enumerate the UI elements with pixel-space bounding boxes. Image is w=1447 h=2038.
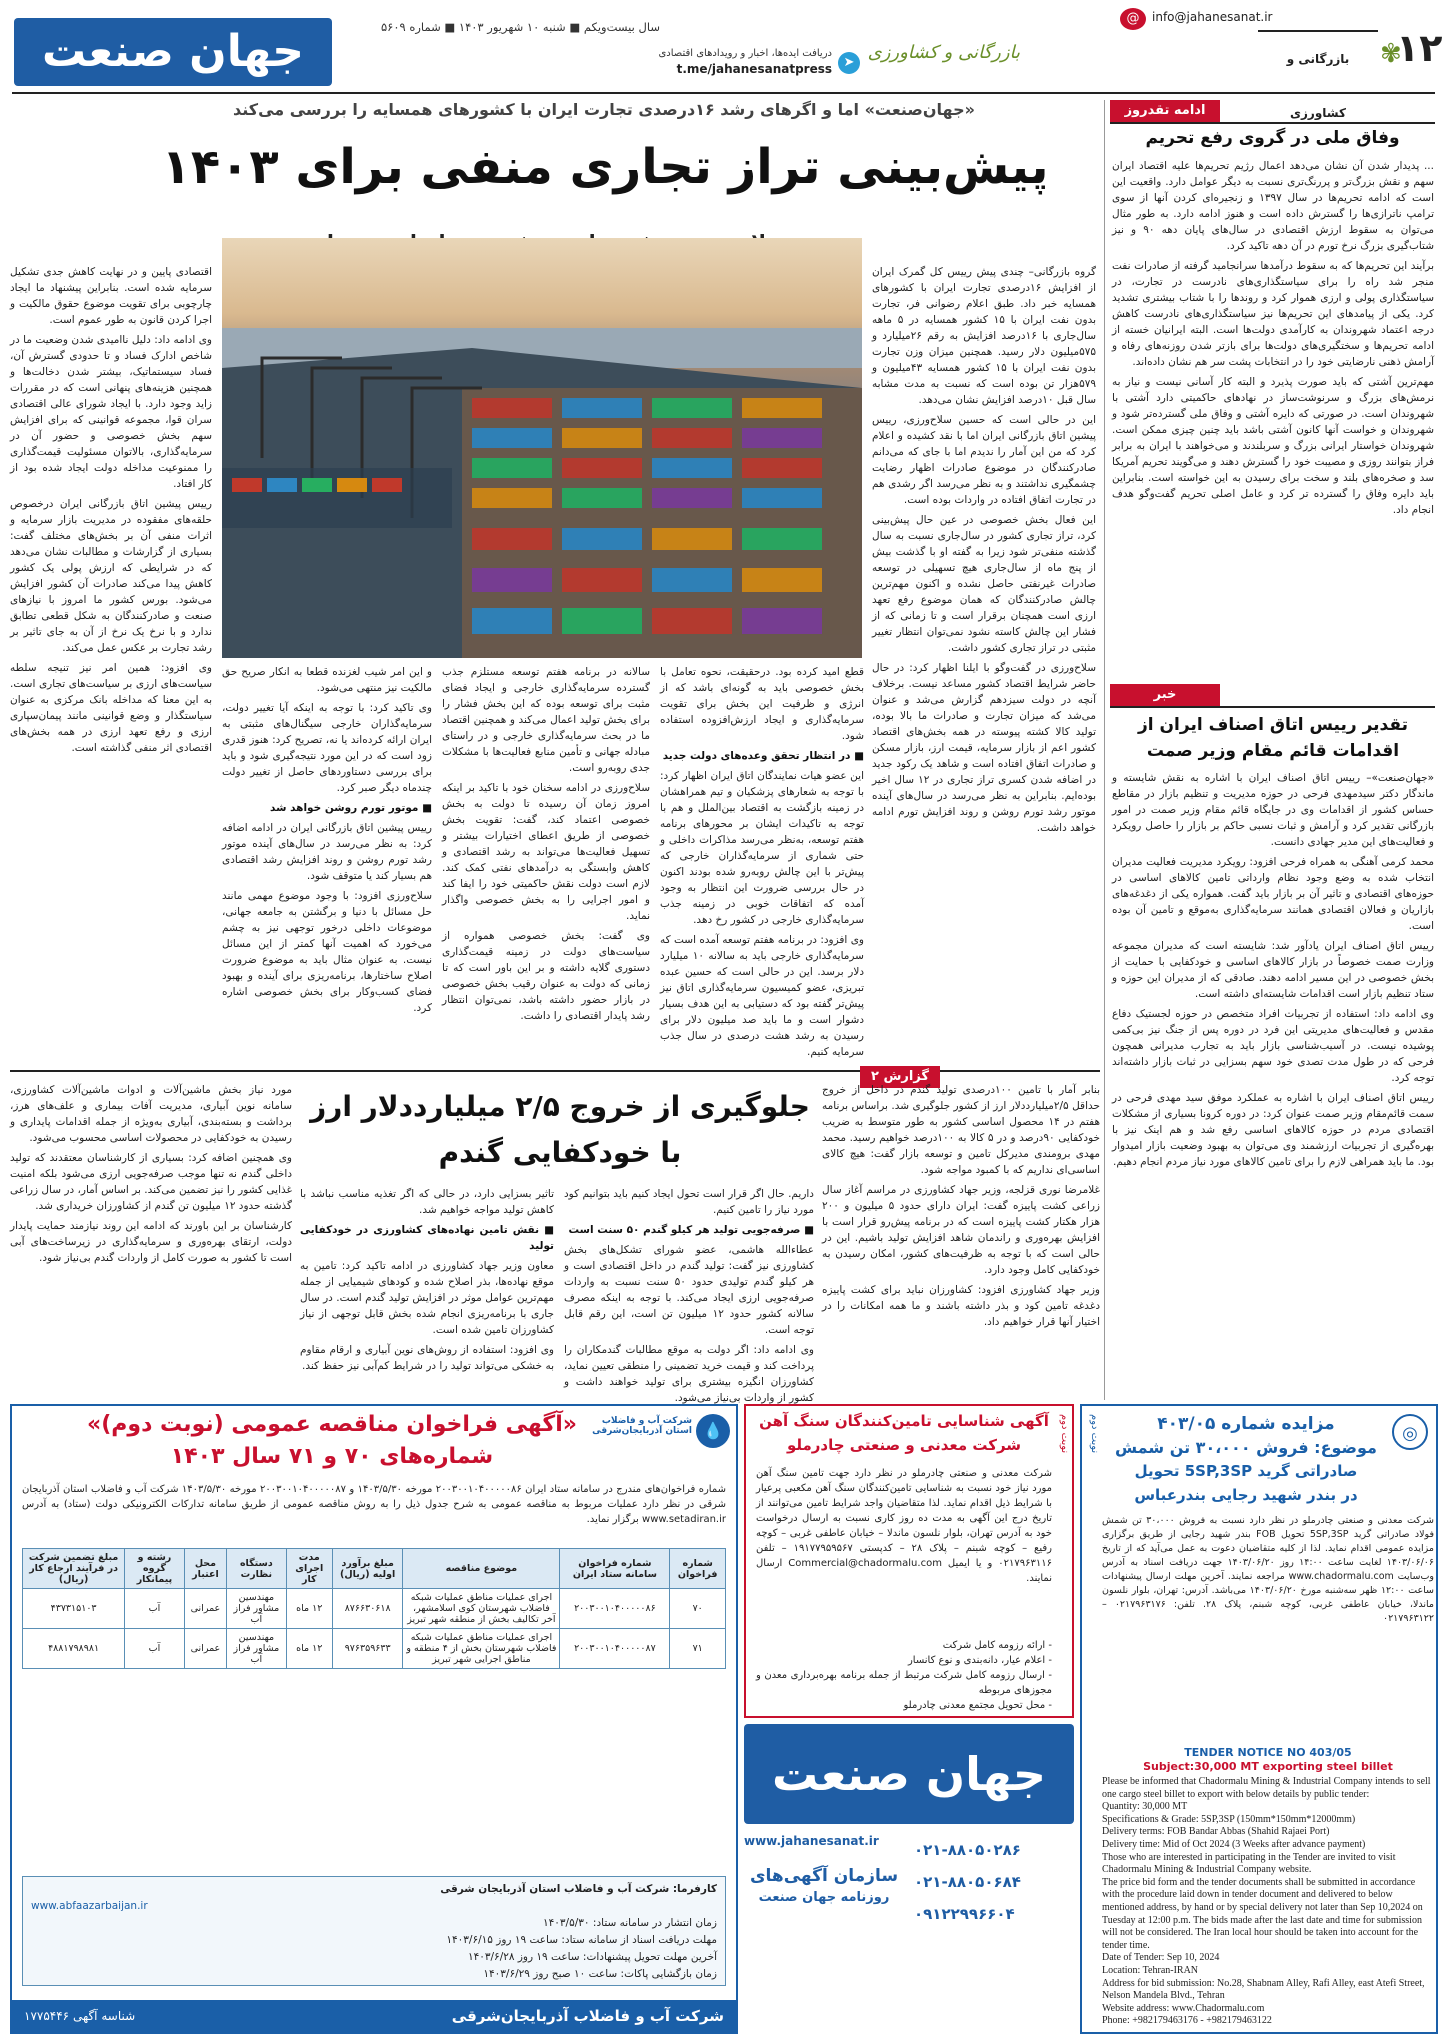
water-th: مبلغ تضمین شرکت در فرآیند ارجاع کار (ریال) (23, 1549, 125, 1589)
main-col-1 (872, 264, 1096, 964)
water-table (22, 1548, 726, 1669)
water-td: ۷۱ (670, 1629, 726, 1669)
main-col4-p2: وی تاکید کرد: با توجه به اینکه آیا تغییر دولت، سرمایه‌گذاران خارجی سیگنال‌های مثبتی به ایران ارائه کرده‌اند یا نه، تصریح کرد: هنوز قدری زود است که در این مورد نتیجه‌گیری شود و باید برای بررسی دستاوردهای حاصل از تغییر دولت چندماه دیگر صبر کرد. (222, 702, 432, 794)
water-td: آب (125, 1589, 185, 1629)
article1-p2: برآیند این تحریم‌ها که به سقوط درآمدها سرانجامید گرفته از صادرات نفت منجر شد راه را برای سیاستگذاری‌های نادرست در تجارت، در سیاستگذاری پولی و ارزی هموار کرد و روندها را با شتاب بیشتری تشدید کرد. یکی از پیامدهای این تحریم‌ها نیز سیاستگذاری‌های نادرست کاهش درجه اعتماد شهروندان به کارآمدی دولت‌ها است. البته ایرانیان خسته از ادامه تحریم‌ها و سختگیری‌های دولت‌ها برای بازتر شدن روزنه‌های رفاه و آرامش ذهنی نارضایتی خود را در انتخابات پشت سر هم نشان داده‌اند. (1112, 260, 1434, 368)
continued-tab: ادامه تقدروز (1110, 100, 1220, 122)
report2-cm-p1: داریم. حال اگر قرار است تحول ایجاد کنیم باید بتوانیم کود مورد نیاز را تامین کنیم. (564, 1188, 814, 1216)
news-p5: رییس اتاق اصناف ایران با اشاره به عملکرد موفق سید مهدی فرحی در سمت قائم‌مقام وزیر صمت عنوان کرد: در دوره کرونا بسیاری از مشکلات اقتصادی مردم در حوزه کالاهای اساسی رفع شد و هم اینک نیز با بهره‌گیری از تجربیات ارزشمند وی می‌توان به بهبود وضعیت بازار امیدوار بود. ما باید همراهی لازم را برای تامین کالاهای مورد نیاز مردم انجام دهیم. (1112, 1092, 1434, 1168)
tender-en-line: Specifications & Grade: 5SP,3SP (150mm*150mm*12000mm) (1102, 1813, 1356, 1825)
right-top-rule (1110, 122, 1435, 124)
water-td: ۲۰۰۳۰۰۱۰۴۰۰۰۰۰۸۷ (560, 1629, 670, 1669)
main-col5-p4: وی افزود: همین امر نیز تنیجه سلطه سیاست‌های ارزی بر سیاست‌های تجاری است. به این معنا که مداخله بانک مرکزی به عنوان سیاستگذار و وضع قوانینی مانند پیمان‌سپاری ارزی و رفع تعهد ارزی در همه بخش‌های اقتصادی اثر منفی گذاشته است. (10, 662, 212, 754)
report2-cm-subhead: ■ صرفه‌جویی تولید هر کیلو گندم ۵۰ سنت است (568, 1224, 814, 1236)
section-name: بازرگانی و کشاورزی (867, 42, 1020, 63)
tender-en-line: Location: Tehran-IRAN (1102, 1964, 1199, 1976)
email-icon: @ (1120, 8, 1146, 30)
jahan-ad-logo-box (744, 1724, 1074, 1824)
iron-ore-ad (744, 1404, 1074, 1718)
water-footer-line: کارفرما: شرکت آب و فاضلاب استان آذربایجان شرقی (440, 1883, 717, 1895)
water-td: ۹۷۶۳۵۹۶۳۳ (332, 1629, 402, 1669)
tender-en-line: Website address: www.Chadormalu.com (1102, 2002, 1265, 2014)
news-body (1112, 770, 1434, 1390)
main-col2-p2: این عضو هیات نمایندگان اتاق ایران اظهار کرد: با توجه به شعارهای پزشکیان و تیم همراهشان در زمینه بازگشت به اقتصاد بین‌الملل و هم با توجه به تاکیدات ایشان بر محورهای برنامه هفتم توسعه، به‌نظر می‌رسد مذاکرات داخلی و حتی شماری از سرمایه‌گذاران خارجی که پیش‌تر با این چالش روبه‌رو شده بودند اکنون در حال بررسی ضرورت این انتظار به وجود آمده که اتفاقات خوبی در زمینه جذب سرمایه‌گذاری خارجی در کشور رخ دهد. (660, 770, 864, 926)
main-col1-p2: این در حالی است که حسین سلاح‌ورزی، رییس پیشین اتاق بازرگانی ایران اما با نقد کشیده و اعلام کرد که من این آمار را ندیدم اما با جای که می‌دانم صادرکنندگان در موضوع صادرات اظهار رضایت چشمگیری نداشتند و به نظر می‌رسد اگر رشدی هم در تجارت اتفاق افتاده در واردات بوده است. (872, 414, 1096, 506)
wheat-icon: ✾ (1380, 39, 1402, 69)
water-td: اجرای عملیات مناطق عملیات شبکه فاضلاب شهرستان کوی اسلامشهر، آخر تکالیف بخش از منطقه شهر تبریز (403, 1589, 560, 1629)
water-td: ۱۲ ماه (286, 1589, 332, 1629)
water-td: اجرای عملیات مناطق عملیات شبکه فاضلاب شهرستان بخش از ۴ منطقه و مناطق اجرایی شهر تبریز (403, 1629, 560, 1669)
telegram-text: دریافت ایده‌ها، اخبار و رویدادهای اقتصادی (658, 48, 832, 59)
iron-ad-item: - اعلام عیار، دانه‌بندی و نوع کانسار (907, 1655, 1052, 1666)
water-th: مبلغ برآورد اولیه (ریال) (332, 1549, 402, 1589)
report2-clm-p3: وی افزود: استفاده از روش‌های نوین آبیاری و ارقام مقاوم به خشکی می‌تواند تولید را در شرایط کم‌آبی نیز حفظ کند. (300, 1344, 554, 1372)
water-org: شرکت آب و فاضلاب استان آذربایجان‌شرقی (592, 1416, 692, 1436)
report2-clm-p1: تاثیر بسزایی دارد، در حالی که اگر تغذیه مناسب نباشد با کاهش تولید مواجه خواهیم شد. (300, 1188, 554, 1216)
port-photo-art (222, 238, 862, 658)
tender-title-4: در بندر شهید رجایی بندرعباس (1134, 1486, 1358, 1504)
water-td: ۱۲ ماه (286, 1629, 332, 1669)
main-col1-p3: این فعال بخش خصوصی در عین حال پیش‌بینی کرد، تراز تجاری کشور در سال‌جاری نسبت به سال گذشته منفی‌تر شود زیرا به گفته او با گذشت بیش از پنج ماه از سال‌جاری هیچ تسهیلی در توسعه صادرات غیرنفتی حاصل نشده و اکنون مهم‌ترین چالش صادرکنندگان که همان موضوع رفع تعهد ارزی است همچنان برقرار است و تا زمانی که از فشار این چالش کاسته نشود نمی‌توان انتظار تغییر مثبتی در تراز تجاری کشور داشت. (872, 514, 1096, 654)
report2-cm-p3: وی ادامه داد: اگر دولت به موقع مطالبات گندمکاران را پرداخت کند و قیمت خرید تضمینی را منطقی تعیین نماید، کشاورزان انگیزه بیشتری برای تولید خواهند داشت و کشور از واردات بی‌نیاز می‌شود. (564, 1344, 814, 1404)
tender-en-line: Delivery time: Mid of Oct 2024 (3 Weeks after advance payment) (1102, 1838, 1366, 1850)
tender-en-line: The price bid form and the tender documents shall be submitted in accordance with the procedure laid down in tender document and delivered to below mentioned address, by hand or by special delivery not later than Sep 10,2024 on Tuesday at 12:00 p.m. The bids made after the last date and time for submission will not be considered. The Iran local hour should be taken into account for the tender time. (1102, 1876, 1423, 1951)
water-th: رشته و گروه پیمانکار (125, 1549, 185, 1589)
news-title: تقدیر رییس اتاق اصناف ایران از اقدامات قائم مقام وزیر صمت (1138, 715, 1408, 761)
tender-title-3: صادراتی گرید 5SP,3SP تحویل (1134, 1462, 1358, 1480)
tender-en-title: TENDER NOTICE NO 403/05 (1184, 1746, 1352, 1759)
tender-ad (1080, 1404, 1438, 2034)
news-p4: وی ادامه داد: استفاده از تجربیات افراد متخصص در حوزه لجستیک دفاع مقدس و فعالیت‌های مدیریتی این فرد در دوره پس از جنگ نیز بی‌کمی پوشیده نیست. در آسیب‌شناسی بازار باید به تجارب مدیرانی همچون فرحی که در طول مدت تصدی خود سهم بسزایی در ثبات بازار داشته‌اند توجه کرد. (1112, 1008, 1434, 1084)
iron-ad-items (756, 1638, 1052, 1716)
main-col5-p1: اقتصادی پایین و در نهایت کاهش جدی تشکیل سرمایه شده است. بنابراین پیشنهاد ما ایجاد چارچوبی برای تقویت موضوع حقوق مالکیت و اجرا کردن قانون به طور عموم است. (10, 266, 212, 326)
water-bottom-org: شرکت آب و فاضلاب آذربایجان‌شرقی (451, 2007, 724, 2025)
water-title: «آگهی فراخوان مناقصه عمومی (نوبت دوم)» (87, 1412, 577, 1437)
main-col1-p1: گروه بازرگانی– چندی پیش رییس کل گمرک ایران از افزایش ۱۶درصدی تجارت ایران با کشورهای همسایه خبر داد. طبق اعلام رضوانی فر، تجارت بدون نفت ایران با ۱۵ کشور همسایه در ۵ ماهه سال‌جاری با ۱۶درصد افزایش به رقم ۲۶میلیارد و ۵۷۵میلیون دلار رسید. همچنین میزان وزن تجارت بدون نفت ایران با ۱۵ کشور همسایه ۴۳میلیون و ۵۷۹هزار تن بوده است که نسبت به مدت مشابه سال قبل ۱۰درصد افزایش نشان می‌دهد. (872, 266, 1097, 406)
masthead-logo: جهان صنعت (41, 26, 305, 77)
jahan-ad-phone[interactable]: ۰۲۱-۸۸۰۵۰۲۸۶ (914, 1841, 1021, 1859)
article1-p3: مهم‌ترین آشتی که باید صورت پذیرد و البته کار آسانی نیست و نیاز به نرمش‌های بزرگ و سرنوشت‌ساز در نهادهای حاکمیتی دارد آشتی با شهروندان است. در صورتی که دایره آشتی و وفاق ملی گسترده‌تر شود و شهروندان و خواست آنها کانون آشتی باشد باید چنین چیزی ممکن است. شهروندان خواستار ایرانی بزرگ و سربلندند و می‌خواهند با ایران به برابر فراز بتوانند روزی و مصیبت خود را گسترش دهند و می‌گویند تحریم آمریکا سد و صخره‌های بلند و سخت برای رسیدن به این خواسته است. بنابراین باید دایره وفاق را گسترده تر کرد و عامل اصلی تحریم گفت‌وگو هدف انجام داد. (1112, 376, 1434, 516)
water-th: شماره فراخوان (670, 1549, 726, 1589)
news-rule (1110, 706, 1435, 708)
jahan-ad-org1: سازمان آگهی‌های (749, 1866, 899, 1886)
news-p1: «جهان‌صنعت»– رییس اتاق اصناف ایران با اشاره به نقش شایسته و ماندگار دکتر سیدمهدی فرحی در حوزه مدیریت و تنظیم بازار در مقاطع حساس کشور از اقدامات وی در جایگاه قائم مقام وزیر صمت در امور بازرگانی تقدیر کرد و آرامش و ثبات نسبی حاکم بر بازار را حاصل رویکرد و فعالیت‌های این مدیر جهادی دانست. (1112, 772, 1434, 848)
tender-en-subtitle: Subject:30,000 MT exporting steel billet (1143, 1760, 1393, 1773)
main-title: پیش‌بینی تراز تجاری منفی برای ۱۴۰۳ (161, 139, 1049, 195)
water-td: ۲۰۰۳۰۰۱۰۴۰۰۰۰۰۸۶ (560, 1589, 670, 1629)
table-row (23, 1629, 726, 1669)
water-ad-id: شناسه آگهی ۱۷۷۵۴۴۶ (24, 2009, 136, 2023)
report2-clm-subhead: ■ نقش تامین نهاده‌های کشاورزی در خودکفایی تولید (300, 1224, 554, 1252)
water-td: ۷۰ (670, 1589, 726, 1629)
water-footer-line: مهلت دریافت اسناد از سامانه ستاد: ساعت ۱۹ روز ۱۴۰۳/۶/۱۵ (446, 1934, 717, 1946)
tender-title-2: موضوع: فروش ۳۰،۰۰۰ تن شمش (1115, 1438, 1377, 1457)
chadormalu-logo-icon: ◎ (1392, 1414, 1428, 1450)
iron-ad-company: شرکت معدنی و صنعتی چادرملو (786, 1436, 1022, 1454)
section-logo-box (1258, 30, 1378, 120)
report2-title: جلوگیری از خروج ۲/۵ میلیارددلار ارز با خودکفایی گندم (310, 1090, 810, 1169)
tender-fa-body: شرکت معدنی و صنعتی چادرملو در نظر دارد نسبت به فروش ۳۰،۰۰۰ تن شمش فولاد صادراتی گرید 5SP,3SP تحویل FOB بندر شهید رجایی از طریق برگزاری مزایده عمومی اقدام نماید. لذا از کلیه متقاضیان دعوت به عمل می‌آید که از تاریخ ۱۴۰۳/۰۶/۰۶ لغایت ساعت ۱۴:۰۰ روز ۱۴۰۳/۰۶/۲۰ جهت دریافت اسناد به آدرس وب‌سایت www.chadormalu.com مراجعه نمایند. آخرین مهلت ارسال پیشنهادات ساعت ۱۲:۰۰ ظهر سه‌شنبه مورخ ۱۴۰۳/۰۶/۲۰ می‌باشد. آدرس: تهران، بلوار نلسون ماندلا، خیابان عاطفی غربی، کوچه شبنم، پلاک ۲۸. تلفن: ۰۲۱۷۹۶۳۱۷۶ – ۰۲۱۷۹۶۳۱۲۲ (1102, 1515, 1435, 1624)
main-col2-subhead: ■ در انتظار تحقق وعده‌های دولت جدید (662, 750, 864, 762)
iron-ad-body: شرکت معدنی و صنعتی چادرملو در نظر دارد جهت تامین سنگ آهن مورد نیاز خود نسبت به شناسایی تامین‌کنندگان سنگ آهن مکعبی پرعیار با شرایط ذیل اقدام نماید. لذا متقاضیان واجد شرایط تامین می‌توانند از تاریخ درج این آگهی به مدت ده روز کاری نسبت به ارسال درخواست خود به آدرس تهران، بلوار نلسون ماندلا – خیابان عاطفی غربی – کوچه رفیع – کوچه شبنم – پلاک ۲۸ – کدپستی ۱۹۱۷۷۹۵۹۵۶۷ – تلفن ۰۲۱۷۹۶۳۱۱۶ و یا ایمیل Commercial@chadormalu.com ارسال نمایند. (756, 1468, 1052, 1584)
water-footer-line: زمان انتشار در سامانه ستاد: ۱۴۰۳/۵/۳۰ (543, 1917, 717, 1929)
issue-line: سال بیست‌ویکم ■ شنبه ۱۰ شهریور ۱۴۰۳ ■ شماره ۵۶۰۹ (380, 20, 660, 34)
jahan-ad-logo: جهان صنعت (772, 1747, 1046, 1801)
telegram-handle: t.me/jahanesanatpress (676, 62, 832, 76)
main-col-5 (10, 264, 212, 964)
main-col5-p2: وی ادامه داد: دلیل ناامیدی شدن وضعیت ما در شاخص ادارک فساد و تا حدودی گسترش آن، فساد سیستماتیک، بیشتر شدن دخالت‌ها و همچنین هزینه‌های پنهانی است که در مقررات زاید وجود دارد. با ایجاد شورای عالی اقتصادی سران قوا، مجموعه قوانینی که برای افزایش سهم بخش خصوصی و حضور آن در سرمایه‌گذاری، بالاتوان مسئولیت قیمت‌گذاری را ممنوعیت مداخله دولت ایجاد شده بود از کار افتاد. (10, 334, 212, 490)
water-th: دستگاه نظارت (227, 1549, 286, 1589)
jahan-ad-org2: روزنامه جهان صنعت (758, 1890, 890, 1905)
tender-en-line: Quantity: 30,000 MT (1102, 1801, 1188, 1813)
main-col2-p1: قطع امید کرده بود. درحقیقت، نحوه تعامل با بخش خصوصی باید به گونه‌ای باشد که از انرژی و ظرفیت این بخش برای تقویت سرمایه‌گذاری و ایجاد ارزش‌افزوده استفاده شود. (660, 666, 864, 742)
water-td: ۸۷۶۶۳۰۶۱۸ (332, 1589, 402, 1629)
page-number: ۱۲ (1396, 26, 1443, 70)
news-p3: رییس اتاق اصناف ایران یادآور شد: شایسته است که مدیران مجموعه وزارت صمت خصوصاً در بازار کالاهای اساسی و خودکفایی با حمایت از بخش خصوصی در این مسیر ادامه دهند. صادقی که از مدیران این حوزه و ستاد تنظیم بازار است اقدامات شایسته‌ای داشته است. (1112, 940, 1434, 1000)
tender-title-1: مزایده شماره ۴۰۳/۰۵ (1157, 1414, 1335, 1434)
main-kicker: «جهان‌صنعت» اما و اگرهای رشد ۱۶درصدی تجارت ایران با کشورهای همسایه را بررسی می‌کند (233, 100, 975, 119)
tender-en-body (1102, 1776, 1434, 2032)
email-address[interactable]: info@jahanesanat.ir (1152, 10, 1273, 24)
water-footer (22, 1876, 726, 1986)
article1-body (1112, 158, 1434, 678)
report2-col-left-mid (300, 1186, 554, 1402)
right-column-divider (1104, 100, 1105, 1400)
water-th: محل اعتبار (184, 1549, 226, 1589)
water-th: مدت اجرای کار (286, 1549, 332, 1589)
tender-en-line: Those who are interested in participating in the Tender are invited to visit Chadormalu Mining & Industrial Company website. (1102, 1851, 1396, 1876)
main-col4-p3: رییس پیشین اتاق بازرگانی ایران در ادامه اضافه کرد: به نظر می‌رسد در سال‌های آینده موتور رشد تورم روشن و روند افزایش رشد اقتصادی هم بسیار کند یا متوقف شود. (222, 822, 432, 882)
tender-en-line: Address for bid submission: No.28, Shabnam Alley, Rafi Alley, east Atefi Street, Nelson Mandela Blvd., Tehran (1102, 1977, 1425, 2002)
report2-cr-p1: بنابر آمار با تامین ۱۰۰درصدی تولید گندم در داخل از خروج حداقل ۲/۵میلیارددلار ارز از کشور جلوگیری شد. براساس برنامه هفتم در ۱۴ محصول اساسی کشور به طور متوسط به ضریب خودکفایی ۹۰درصد و در ۵ کالا به ۱۰۰درصد خواهیم رسید. محمد مهدی برومندی مدیرکل تامین و توسعه بازار گفت: هیچ کالای اساسی‌ای نداریم که با کمبود مواجه شود. (822, 1084, 1100, 1176)
masthead-box (14, 18, 332, 86)
report2-tab: گزارش ۲ (860, 1066, 940, 1088)
water-table-wrap (22, 1548, 726, 1669)
water-logo-icon: 💧 (696, 1414, 730, 1448)
main-col4-p1: و این امر شیب لغزنده قطعا به انکار صریح حق مالکیت نیز منتهی می‌شود. (222, 666, 432, 694)
water-bottom-bar (12, 2000, 736, 2032)
report2-cl-p1: مورد نیاز بخش ماشین‌آلات و ادوات ماشین‌آلات کشاورزی، سامانه نوین آبیاری، مدیریت آفات بیماری و علف‌های هرز، برداشت و بسته‌بندی، آبیاری به‌ویژه از جمله اقدامات پایداری و رسیدن به خودکفایی در محصولات اساسی محسوب می‌شود. (10, 1084, 292, 1144)
telegram-link[interactable] (560, 48, 860, 80)
report2-cl-p2: وی همچنین اضافه کرد: بسیاری از کارشناسان معتقدند که تولید داخلی گندم نه تنها موجب صرفه‌جویی ارزی می‌شود بلکه امنیت غذایی کشور را نیز تضمین می‌کند. بر اساس آمار، در سال زراعی گذشته حدود ۱۲ میلیون تن گندم از کشاورزان خریداری شد. (10, 1152, 292, 1212)
main-col4-subhead: ■ موتور تورم روشن خواهد شد (270, 802, 432, 814)
news-tab: خبر (1110, 684, 1220, 706)
water-numbers: شماره‌های ۷۰ و ۷۱ سال ۱۴۰۳ (170, 1444, 494, 1469)
article1-title: وفاق ملی در گروی رفع تحریم (1145, 128, 1400, 148)
report2-clm-p2: معاون وزیر جهاد کشاورزی در ادامه تاکید کرد: تامین به موقع نهاده‌ها، بذر اصلاح شده و کودهای شیمیایی از جمله مهم‌ترین عوامل موثر در افزایش تولید گندم است. در سال جاری با برنامه‌ریزی انجام شده بخش قابل توجهی از نیاز کشاورزان تامین شده است. (300, 1260, 554, 1336)
section-logo: بازرگانی و کشاورزی (1286, 52, 1350, 120)
main-col5-p3: رییس پیشین اتاق بازرگانی ایران درخصوص حلقه‌های مفقوده در مدیریت بازار سرمایه و اثرات منفی آن بر بخش‌های مختلف گفت: بسیاری از گزارشات و مطالبات نشان می‌دهد که در شرایطی که ارزش پولی یک کشور کاهش پیدا می‌کند صادرات آن کشور افزایش می‌شود. بورس کشور ما امروز با نیازهای صنعت و صادرکنندگان به شکل قطعی تطابق ندارد و با نرخ یک نرخ از آن به جای تاثیر بر رشد تجارت بر عکس عمل می‌کند. (10, 498, 212, 654)
report2-cl-p3: کارشناسان بر این باورند که ادامه این روند نیازمند حمایت پایدار دولت، ارتقای بهره‌وری و سرمایه‌گذاری در زیرساخت‌های آبی است تا کشور به صورت کامل از واردات گندم بی‌نیاز شود. (10, 1220, 292, 1264)
iron-ad-item: - ارسال رزومه کامل شرکت مرتبط از جمله برنامه بهره‌برداری معدن و مجوزهای مربوطه (756, 1670, 1052, 1696)
article1-p1: ... پدیدار شدن آن نشان می‌دهد اعمال رژیم تحریم‌ها علیه اقتصاد ایران سهم و نقش بزرگ‌تر و پررنگ‌تری نسبت به دیگر عوامل دارد. واقعیت این است که ادامه تحریم‌ها در سال ۱۳۹۷ و زنجیره‌ای کردن آنها از سوی ترامپ ناترازی‌ها را گسترش داده است و هنوز ادامه دارد. به طور مثال می‌توان به سقوط ارزش اقتصادی در سال‌های پایان دهه ۹۰ و نیز شتاب‌گیری بزرگ نرخ تورم در آن دهه تاکید کرد. (1112, 160, 1434, 252)
port-photo (222, 238, 862, 658)
water-table-header (23, 1549, 726, 1589)
main-col3-p1: سالانه در برنامه هفتم توسعه مستلزم جذب گسترده سرمایه‌گذاری خارجی و ایجاد فضای مثبت برای توسعه بوده که این بخش فشار را برای بخش تولید اعمال می‌کند و همچنین اقتصاد ما در بحث سرمایه‌گذاری خارجی و در راستای مبادله جهانی و تأمین منابع فعالیت‌ها با مشکلات جدی روبه‌رو است. (442, 666, 650, 774)
report2-col-mid (564, 1186, 814, 1402)
main-col4-p4: سلاح‌ورزی افزود: با وجود موضوع مهمی مانند حل مسائل با دنیا و برگشتن به جامعه جهانی، موضوعات داخلی درخور توجهی نیز به چشم می‌خورد که اهمیت آنها کمتر از این مسائل نیست. به عنوان مثال باید به موضوع ضرورت اصلاح ساختارها، برنامه‌ریزی برای آینده و بهبود فضای کسب‌وکار برای بخش خصوصی اشاره کرد. (222, 890, 432, 1014)
iron-ad-side: نوبت دوم (1059, 1414, 1070, 1454)
tender-ad-side: نوبت دوم (1089, 1414, 1100, 1454)
water-td: عمرانی (184, 1589, 226, 1629)
main-col-4 (222, 664, 432, 1014)
water-td: مهندسین مشاور فراز آب (227, 1589, 286, 1629)
jahan-ad-phone[interactable]: ۰۲۱-۸۸۰۵۰۶۸۴ (914, 1873, 1021, 1891)
header-rule (12, 92, 1435, 94)
water-footer-line: زمان بازگشایی پاکات: ساعت ۱۰ صبح روز ۱۴۰۳/۶/۲۹ (483, 1968, 717, 1980)
iron-ad-title: آگهی شناسایی تامین‌کنندگان سنگ آهن (759, 1412, 1049, 1430)
report2-col-left (10, 1082, 292, 1402)
iron-ad-item: - ارائه رزومه کامل شرکت (942, 1640, 1052, 1651)
jahan-ad-website[interactable]: www.jahanesanat.ir (744, 1834, 879, 1848)
water-td: آب (125, 1629, 185, 1669)
water-footer-line: آخرین مهلت تحویل پیشنهادات: ساعت ۱۹ روز ۱۴۰۳/۶/۲۸ (467, 1951, 717, 1963)
report2-cr-p3: وزیر جهاد کشاورزی افزود: کشاورزان نباید برای کشت پاییزه دغدغه تامین کود و بذر داشته باشند و ما همه امکانات را در اختیار آنها قرار خواهیم داد. (822, 1284, 1100, 1328)
water-td: مهندسین مشاور فراز آب (227, 1629, 286, 1669)
tender-en-line: Delivery terms: FOB Bandar Abbas (Shahid Rajaei Port) (1102, 1826, 1330, 1838)
main-col3-p2: سلاح‌ورزی در ادامه سخنان خود با تاکید بر اینکه امروز زمان آن رسیده تا دولت به بخش خصوصی اعتماد کند، گفت: تقویت بخش خصوصی از طریق اعطای اختیارات بیشتر و تسهیل فعالیت‌ها می‌تواند به رشد اقتصادی و کاهش وابستگی به درآمدهای نفتی کمک کند. لازم است دولت نقش حاکمیتی خود را ایفا کند و امور اجرایی را به بخش خصوصی واگذار نماید. (442, 782, 650, 922)
iron-ad-item: - محل تحویل مجتمع معدنی چادرملو (903, 1700, 1052, 1711)
main-col2-p3: وی افزود: در برنامه هفتم توسعه آمده است که سرمایه‌گذاری خارجی باید به سالانه ۱۰ میلیارد دلار برسد. این در حالی است که حسین عبده تبریزی، عضو کمیسیون سرمایه‌گذاری اتاق نیز پیش‌تر گفته بود که دستیابی به این هدف بسیار دشوار است و ما باید صد میلیون دلار برای رسیدن به رشد هشت درصدی در سال جذب سرمایه کنیم. (660, 934, 864, 1058)
main-col-3 (442, 664, 650, 1022)
main-col1-p4: سلاح‌ورزی در گفت‌وگو با ایلنا اظهار کرد: در حال حاضر شرایط اقتصاد کشور مساعد نیست. برخلاف آنچه در دولت سیزدهم گزارش می‌شد و عنوان می‌شد که میزان تجارت و صادرات ما بالا بوده، تولید کالا کشته پیوسته در همه بخش‌های اقتصاد کشور اعم از بازار سرمایه، قیمت ارز، بازار مسکن و صادرات اتفاق افتاده است و شاهد یک رکود جدید در اضافه شدن کسری تراز تجاری در ۱۲ سال اخیر بوده‌ایم. بنابراین به نظر می‌رسد در سال‌های آینده موتور رشد تورم روشن و روند افزایش تورم ادامه خواهد داشت. (872, 662, 1097, 834)
water-td: عمرانی (184, 1629, 226, 1669)
water-td: ۴۳۷۳۱۵۱۰۳ (23, 1589, 125, 1629)
tender-en-line: Phone: +982179463176 - +982179463122 (1102, 2015, 1272, 2027)
main-col-2 (660, 664, 864, 1058)
tender-en-line: Date of Tender: Sep 10, 2024 (1102, 1952, 1220, 1964)
tender-en-line: Please be informed that Chadormalu Mining & Industrial Company intends to sell one cargo steel billet to export with below details by public tender: (1102, 1776, 1431, 1800)
water-th: موضوع مناقصه (403, 1549, 560, 1589)
water-intro: شماره فراخوان‌های مندرج در سامانه ستاد ایران ۲۰۰۳۰۰۱۰۴۰۰۰۰۰۸۶ مورخه ۱۴۰۳/۵/۳۰ و ۲۰۰۳۰۰۱۰۴۰۰۰۰۰۸۷ مورخه ۱۴۰۳/۵/۳۰ شرکت آب و فاضلاب استان آذربایجان شرقی در نظر دارد عملیات مربوط به مناقصه عمومی به شرح جدول ذیل را به روش مناقصه عمومی از طریق سامانه تدارکات الکترونیکی دولت (ستاد) به آدرس www.setadiran.ir برگزار نماید. (22, 1484, 726, 1525)
jahan-ad-phone[interactable]: ۰۹۱۲۲۹۹۶۶۰۴ (914, 1905, 1015, 1923)
main-col3-p3: وی گفت: بخش خصوصی همواره از سیاست‌های دولت در زمینه قیمت‌گذاری دستوری گلایه داشته و بر این باور است که تا زمانی که دولت به عنوان رقیب بخش خصوصی در بازار حضور داشته باشد، نمی‌توان انتظار رشد پایدار اقتصادی را داشت. (442, 930, 650, 1022)
report2-cm-p2: عطاءالله هاشمی، عضو شورای تشکل‌های بخش کشاورزی نیز گفت: تولید گندم در داخل اقتصادی است و هر کیلو گندم تولیدی حدود ۵۰ سنت نسبت به واردات صرفه‌جویی ارزی ایجاد می‌کند. با توجه به اینکه مصرف سالانه کشور حدود ۱۲ میلیون تن است، این رقم قابل توجه است. (564, 1244, 814, 1336)
report2-cr-p2: غلامرضا نوری قزلجه، وزیر جهاد کشاورزی در مراسم آغاز سال زراعی کشت پاییزه گفت: ایران دارای حدود ۵ میلیون و ۲۰۰ هزار هکتار کشت پاییزه است که در برنامه پیش‌رو قرار است با افزایش بهره‌وری و راندمان شاهد افزایش تولید باشیم. این در حالی است که با توجه به ظرفیت‌های کشور، امکان رسیدن به خودکفایی کامل وجود دارد. (822, 1184, 1101, 1276)
news-p2: محمد کرمی آهنگی به همراه فرحی افزود: رویکرد مدیریت فعالیت مدیران انتخاب شده به وضع وجود نظام وارداتی تامین کالاهای اساسی در حوزه‌های اقتصادی و تاثیر آن بر بازار باید گفت. همواره یکی از دغدغه‌های بازاریان و فعالان اقتصادی همانند سرمایه‌گذاری به‌موقع و تامین آن بوده است. (1112, 856, 1434, 932)
jahan-ad (744, 1724, 1074, 2034)
jahan-ad-phones (914, 1834, 1074, 1930)
water-td: ۴۸۸۱۷۹۸۹۸۱ (23, 1629, 125, 1669)
water-tender-ad (10, 1404, 738, 2034)
telegram-icon: ➤ (838, 52, 860, 74)
water-th: شماره فراخوان سامانه ستاد ایران (560, 1549, 670, 1589)
water-footer-line[interactable]: www.abfaazarbaijan.ir (31, 1900, 148, 1912)
report2-col-right (822, 1082, 1100, 1402)
table-row (23, 1589, 726, 1629)
